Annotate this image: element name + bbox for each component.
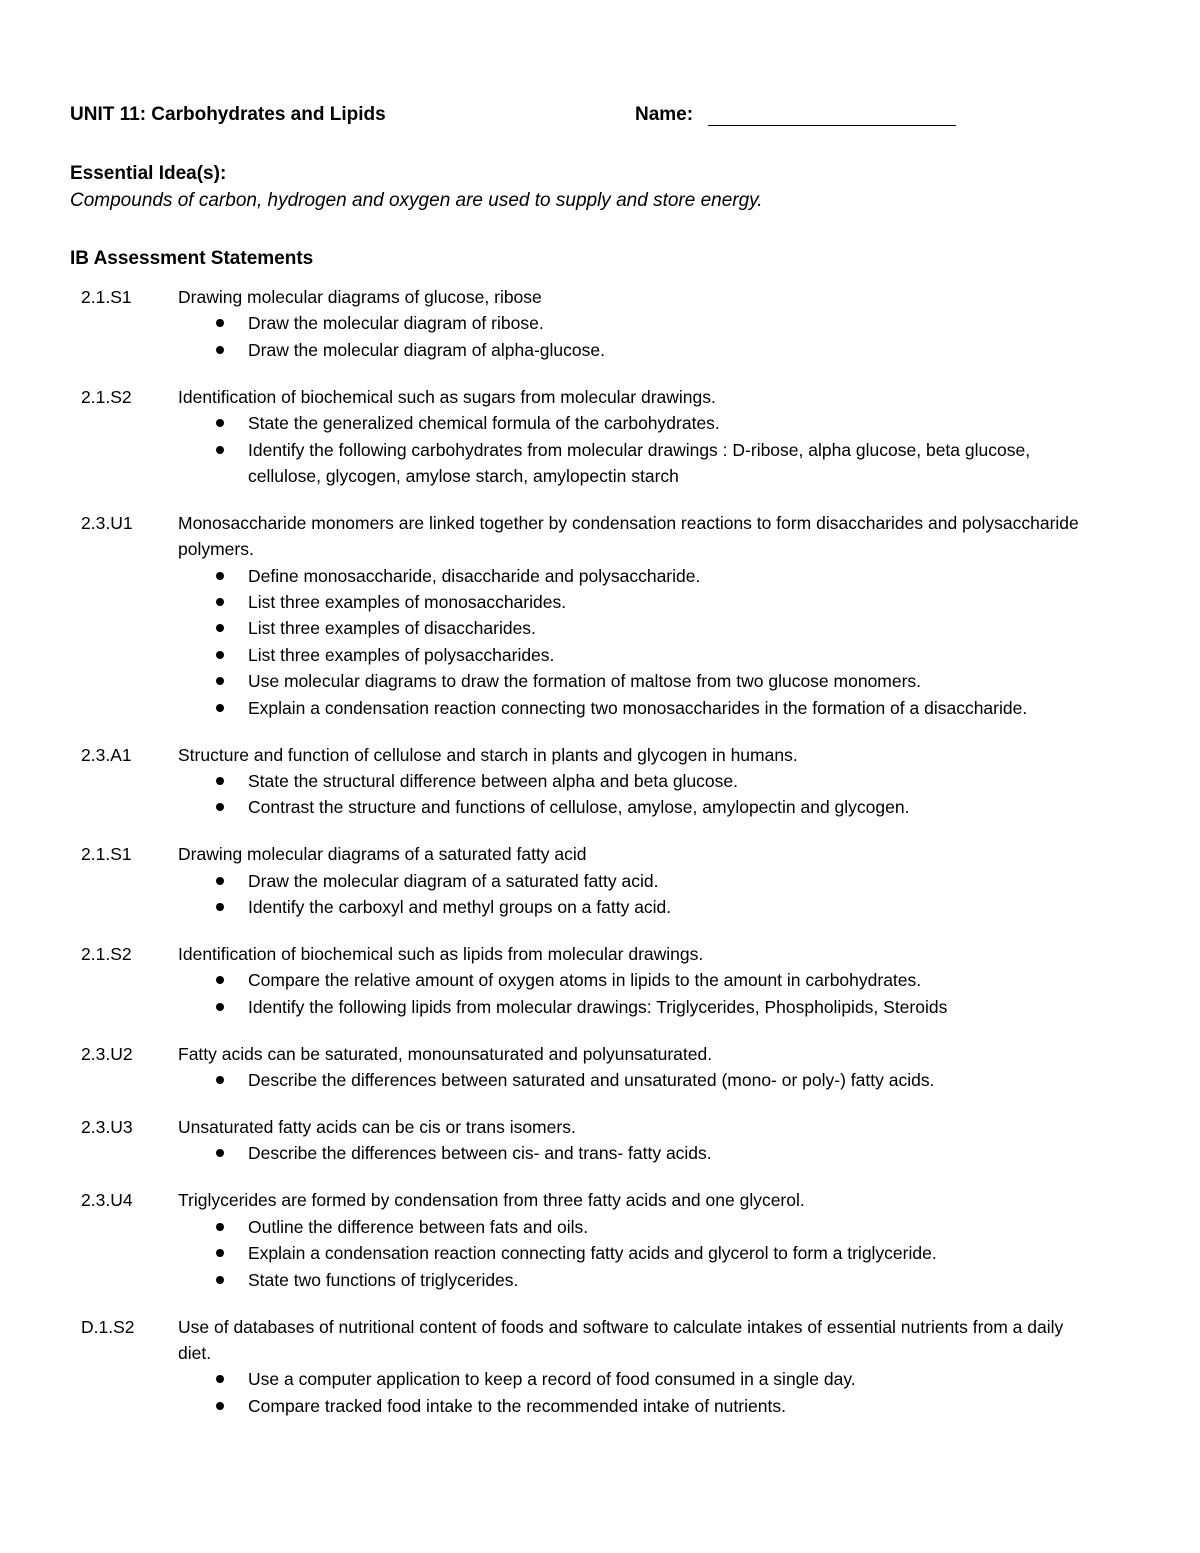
bullet-item [178,1067,1100,1093]
statement-text: Structure and function of cellulose and starch in plants and glycogen in humans. [178,744,798,765]
statement-text: Unsaturated fatty acids can be cis or trans isomers. [178,1117,576,1138]
bullet-list [178,1140,1100,1166]
statement-code: 2.3.U2 [81,1043,133,1064]
bullet-list [178,1067,1100,1093]
statement-body [178,1187,1100,1293]
bullet-text: Compare the relative amount of oxygen atoms in lipids to the amount in carbohydrates. [248,970,922,991]
statement-text: Triglycerides are formed by condensation from three fatty acids and one glycerol. [178,1190,805,1211]
bullet-item [178,868,1100,894]
bullet-dot-icon [216,624,224,632]
statement-text: Fatty acids can be saturated, monounsaturated and polyunsaturated. [178,1043,713,1064]
bullet-item [178,994,1100,1020]
bullet-text: Draw the molecular diagram of a saturated fatty acid. [248,870,659,891]
bullet-text: Explain a condensation reaction connecting fatty acids and glycerol to form a triglyceride. [248,1243,937,1264]
bullet-dot-icon [216,419,224,427]
bullet-text: State the structural difference between alpha and beta glucose. [248,771,739,791]
bullet-item [178,768,1100,794]
bullet-text: List three examples of monosaccharides. [248,592,567,613]
statement-body [178,510,1100,721]
bullet-dot-icon [216,346,224,354]
bullet-list [178,967,1100,1020]
statement-code: 2.3.U4 [81,1190,133,1211]
statement-text: Drawing molecular diagrams of a saturated fatty acid [178,844,587,865]
essential-idea-text: Compounds of carbon, hydrogen and oxygen are used to supply and store energy. [70,190,763,211]
bullet-item [178,695,1100,721]
bullet-text: Define monosaccharide, disaccharide and polysaccharide. [248,565,701,586]
statement-code: 2.1.S1 [81,287,132,307]
bullet-item [178,1240,1100,1266]
assessment-statement [70,1114,1100,1167]
bullet-dot-icon [216,677,224,685]
bullet-dot-icon [216,903,224,911]
bullet-text: Describe the differences between saturated and unsaturated (mono- or poly-) fatty acids. [248,1070,935,1091]
bullet-dot-icon [216,1223,224,1231]
statement-text: Monosaccharide monomers are linked together by condensation reactions to form disaccharides and polysaccharide polymers. [178,512,1079,560]
bullet-dot-icon [216,777,224,785]
assessment-statement [70,384,1100,490]
bullet-list [178,563,1100,721]
statement-code: D.1.S2 [81,1316,135,1337]
bullet-item [178,310,1100,336]
bullet-text: List three examples of disaccharides. [248,618,536,639]
bullet-dot-icon [216,1076,224,1084]
bullet-text: Identify the following lipids from molecular drawings: Triglycerides, Phospholipids, Steroids [248,996,948,1017]
bullet-text: Describe the differences between cis- and trans- fatty acids. [248,1143,712,1164]
bullet-dot-icon [216,572,224,580]
assessment-statement [70,941,1100,1020]
assessment-statement [70,1041,1100,1094]
bullet-item [178,894,1100,920]
unit-title: UNIT 11: Carbohydrates and Lipids [70,104,386,125]
statement-body [178,384,1100,490]
bullet-list [178,868,1100,921]
bullet-item [178,337,1100,363]
bullet-item [178,794,1100,820]
ib-assessment-heading: IB Assessment Statements [70,248,314,269]
bullet-dot-icon [216,1003,224,1011]
bullet-text: Explain a condensation reaction connecting two monosaccharides in the formation of a disaccharide. [248,697,1028,718]
statement-body [178,1041,1100,1094]
bullet-text: Identify the carboxyl and methyl groups on a fatty acid. [248,897,672,918]
bullet-dot-icon [216,976,224,984]
bullet-item [178,668,1100,694]
bullet-dot-icon [216,803,224,811]
statement-body [178,742,1100,821]
statement-body [178,1114,1100,1167]
assessment-statement [70,510,1100,721]
bullet-dot-icon [216,598,224,606]
bullet-dot-icon [216,877,224,885]
bullet-list [178,310,1100,363]
bullet-dot-icon [216,446,224,454]
assessment-statement [70,1187,1100,1293]
bullet-dot-icon [216,704,224,712]
header-row [70,102,970,130]
bullet-dot-icon [216,1276,224,1284]
bullet-item [178,1393,1100,1419]
bullet-text: Compare tracked food intake to the recommended intake of nutrients. [248,1395,786,1416]
assessment-statement [70,742,1100,821]
statement-code: 2.1.S2 [81,386,132,407]
assessment-statement [70,841,1100,920]
bullet-text: Identify the following carbohydrates from molecular drawings : D-ribose, alpha glucose, beta glucose, cellulose, glycogen, amylose starch, amylopectin starch [248,439,1031,486]
bullet-text: State the generalized chemical formula of the carbohydrates. [248,413,720,434]
bullet-text: Use a computer application to keep a record of food consumed in a single day. [248,1369,856,1390]
bullet-item [178,1267,1100,1293]
bullet-dot-icon [216,1402,224,1410]
bullet-list [178,1214,1100,1293]
statement-body [178,841,1100,920]
bullet-item [178,1140,1100,1166]
bullet-item [178,615,1100,641]
statement-text: Identification of biochemical such as lipids from molecular drawings. [178,944,704,965]
statement-code: 2.3.U1 [81,512,133,533]
bullet-list [178,768,1100,821]
bullet-dot-icon [216,1249,224,1257]
assessment-statement [70,1314,1100,1420]
essential-ideas-heading: Essential Idea(s): [70,163,227,184]
statement-text: Identification of biochemical such as sugars from molecular drawings. [178,386,716,407]
bullet-item [178,563,1100,589]
bullet-item [178,1214,1100,1240]
bullet-list [178,1366,1100,1419]
bullet-item [178,589,1100,615]
statement-body [178,941,1100,1020]
statement-text: Drawing molecular diagrams of glucose, ribose [178,287,542,307]
bullet-text: Draw the molecular diagram of ribose. [248,313,544,334]
name-label: Name: [635,104,694,125]
bullet-item [178,437,1100,490]
bullet-dot-icon [216,319,224,327]
statement-code: 2.3.A1 [81,744,132,765]
bullet-item [178,410,1100,436]
bullet-text: List three examples of polysaccharides. [248,644,555,665]
bullet-item [178,642,1100,668]
bullet-text: Draw the molecular diagram of alpha-glucose. [248,339,605,360]
statement-code: 2.3.U3 [81,1117,133,1138]
statement-body [178,1314,1100,1420]
statement-code: 2.1.S2 [81,944,132,965]
bullet-dot-icon [216,651,224,659]
bullet-dot-icon [216,1375,224,1383]
bullet-text: Contrast the structure and functions of cellulose, amylose, amylopectin and glycogen. [248,797,910,818]
assessment-statements-list [70,284,1100,1440]
statement-body [178,284,1100,363]
bullet-text: Use molecular diagrams to draw the formation of maltose from two glucose monomers. [248,671,922,692]
bullet-item [178,1366,1100,1392]
bullet-list [178,410,1100,489]
bullet-text: Outline the difference between fats and oils. [248,1216,589,1237]
bullet-item [178,967,1100,993]
bullet-dot-icon [216,1149,224,1157]
assessment-statement [70,284,1100,363]
name-blank-line[interactable] [708,125,956,126]
bullet-text: State two functions of triglycerides. [248,1269,519,1290]
statement-code: 2.1.S1 [81,844,132,865]
statement-text: Use of databases of nutritional content of foods and software to calculate intakes of essential nutrients from a daily diet. [178,1316,1064,1363]
